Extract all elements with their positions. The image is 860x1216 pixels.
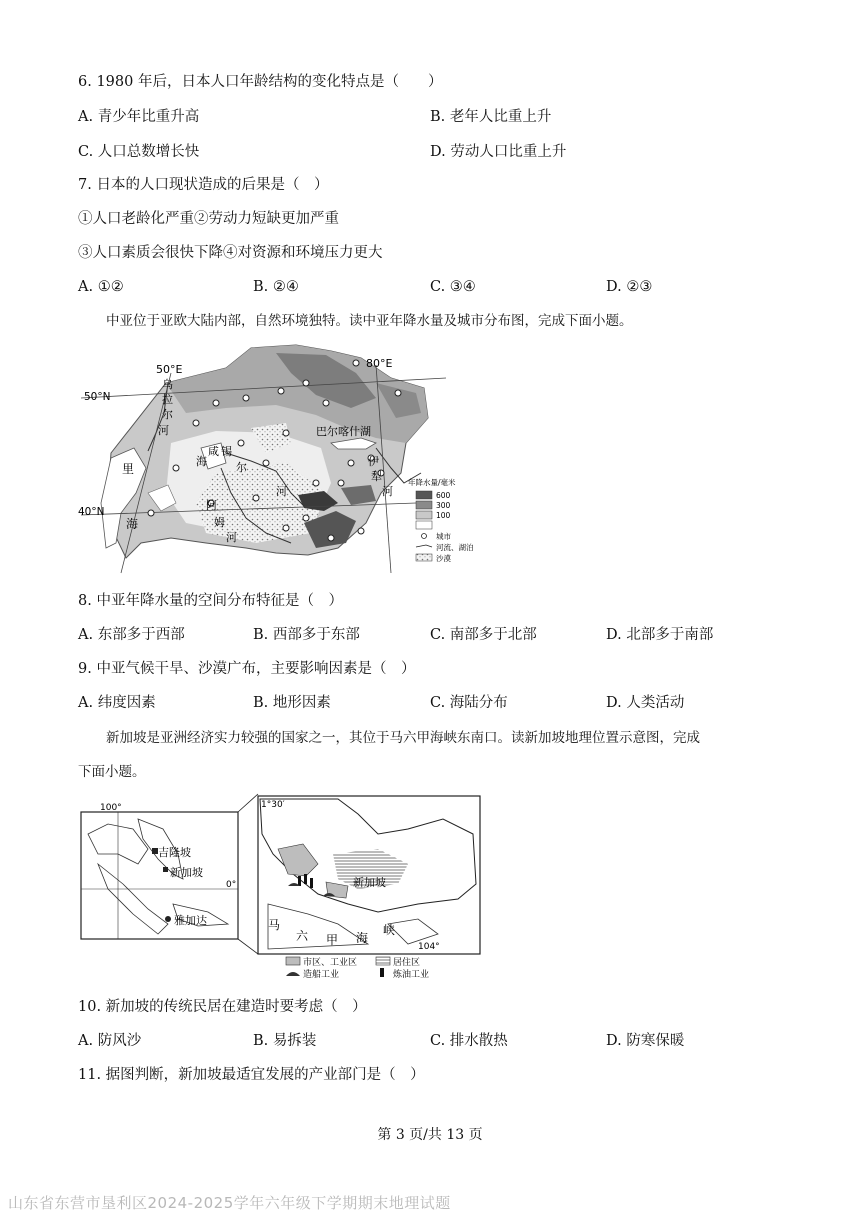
- q10-option-d: D. 防寒保暖: [606, 1033, 685, 1049]
- q10-option-b: B. 易拆装: [253, 1033, 317, 1049]
- precipitation-legend: [408, 477, 474, 563]
- ili-river-label-3: 河: [382, 485, 393, 498]
- singapore-legend: [286, 956, 429, 980]
- q9-option-d: D. 人类活动: [606, 695, 685, 711]
- legend-river: 河流、湖泊: [436, 543, 474, 552]
- legend-desert: 沙漠: [436, 554, 451, 563]
- caspian-label-2: 海: [126, 517, 139, 531]
- q8-stem: 8. 中亚年降水量的空间分布特征是（ ）: [78, 593, 343, 609]
- strait-label-5: 峡: [383, 923, 396, 937]
- amu-darya-label-2: 姆: [214, 516, 225, 529]
- strait-label-2: 六: [296, 929, 309, 943]
- q8-option-b: B. 西部多于东部: [253, 627, 360, 643]
- q7-option-d: D. ②③: [606, 279, 653, 295]
- legend-residential: 居住区: [393, 958, 421, 968]
- central-asia-precipitation-map: [76, 343, 474, 575]
- singapore-intro-line-1: 新加坡是亚洲经济实力较强的国家之一，其位于马六甲海峡东南口。读新加坡地理位置示意图，完成: [106, 730, 700, 746]
- legend-100: 100: [436, 511, 451, 520]
- syr-darya-label-2: 尔: [236, 461, 247, 474]
- syr-darya-label-1: 锡: [221, 445, 232, 458]
- page-number: 第 3 页/共 13 页: [377, 1127, 483, 1143]
- watermark: 山东省东营市垦利区2024-2025学年六年级下学期期末地理试题: [8, 1194, 451, 1212]
- q9-stem: 9. 中亚气候干旱、沙漠广布，主要影响因素是（ ）: [78, 661, 416, 677]
- ili-river-label-2: 犁: [371, 470, 382, 483]
- q7-option-b: B. ②④: [253, 279, 299, 295]
- caspian-label-1: 里: [122, 462, 135, 476]
- equator-label: 0°: [226, 880, 237, 890]
- lon-80-label: 80°E: [366, 357, 393, 370]
- lat-1-30-label: 1°30′: [261, 800, 285, 810]
- q7-option-c: C. ③④: [430, 279, 476, 295]
- legend-city: 城市: [436, 532, 451, 541]
- central-asia-intro: 中亚位于亚欧大陆内部，自然环境独特。读中亚年降水量及城市分布图，完成下面小题。: [106, 313, 633, 329]
- legend-300: 300: [436, 501, 451, 510]
- balkhash-label: 巴尔喀什湖: [316, 425, 371, 438]
- q9-option-c: C. 海陆分布: [430, 695, 508, 711]
- q11-stem: 11. 据图判断，新加坡最适宜发展的产业部门是（ ）: [78, 1067, 425, 1083]
- strait-label-4: 海: [356, 931, 369, 945]
- lat-40-label: 40°N: [78, 506, 105, 518]
- lon-104-label: 104°: [418, 942, 440, 952]
- lon-100-label: 100°: [100, 803, 122, 813]
- q10-option-a: A. 防风沙: [78, 1033, 142, 1049]
- singapore-main-label: 新加坡: [353, 876, 386, 889]
- legend-600: 600: [436, 491, 451, 500]
- q7-stem: 7. 日本的人口现状造成的后果是（ ）: [78, 177, 329, 193]
- aral-label-2: 海: [196, 455, 207, 468]
- q6-option-a: A. 青少年比重升高: [78, 109, 200, 125]
- singapore-intro-line-2: 下面小题。: [78, 764, 146, 780]
- q10-stem: 10. 新加坡的传统民居在建造时要考虑（ ）: [78, 999, 367, 1015]
- q8-option-c: C. 南部多于北部: [430, 627, 537, 643]
- ural-river-label-4: 河: [158, 424, 169, 437]
- q6-option-b: B. 老年人比重上升: [430, 109, 552, 125]
- legend-urban-industrial: 市区、工业区: [303, 958, 358, 968]
- q7-statement-1: ①人口老龄化严重②劳动力短缺更加严重: [78, 211, 339, 227]
- strait-label-1: 马: [268, 918, 281, 932]
- q6-option-c: C. 人口总数增长快: [78, 144, 200, 160]
- legend-title: 年降水量/毫米: [408, 478, 456, 487]
- q9-option-a: A. 纬度因素: [78, 695, 156, 711]
- q7-statement-2: ③人口素质会很快下降④对资源和环境压力更大: [78, 245, 383, 261]
- singapore-inset-label: 新加坡: [170, 866, 203, 879]
- lon-50-label: 50°E: [156, 363, 183, 376]
- ural-river-label-1: 乌: [162, 378, 173, 391]
- q6-stem: 6. 1980 年后，日本人口年龄结构的变化特点是（ ）: [78, 74, 443, 90]
- q8-option-a: A. 东部多于西部: [78, 627, 185, 643]
- lat-50-label: 50°N: [84, 391, 111, 403]
- syr-darya-label-3: 河: [276, 485, 287, 498]
- ili-river-label-1: 伊: [368, 455, 379, 468]
- q9-option-b: B. 地形因素: [253, 695, 331, 711]
- q6-option-d: D. 劳动人口比重上升: [430, 144, 567, 160]
- legend-refinery: 炼油工业: [393, 970, 430, 980]
- amu-darya-label-1: 阿: [206, 499, 217, 512]
- singapore-location-map: [78, 794, 483, 984]
- kuala-lumpur-label: 吉隆坡: [158, 846, 191, 859]
- ural-river-label-3: 尔: [162, 408, 173, 421]
- amu-darya-label-3: 河: [226, 531, 237, 544]
- ural-river-label-2: 拉: [162, 393, 173, 406]
- q8-option-d: D. 北部多于南部: [606, 627, 714, 643]
- strait-label-3: 甲: [326, 933, 339, 947]
- q10-option-c: C. 排水散热: [430, 1033, 508, 1049]
- legend-shipbuilding: 造船工业: [303, 970, 340, 980]
- aral-label-1: 咸: [208, 445, 219, 458]
- jakarta-label: 雅加达: [174, 914, 207, 927]
- q7-option-a: A. ①②: [78, 279, 124, 295]
